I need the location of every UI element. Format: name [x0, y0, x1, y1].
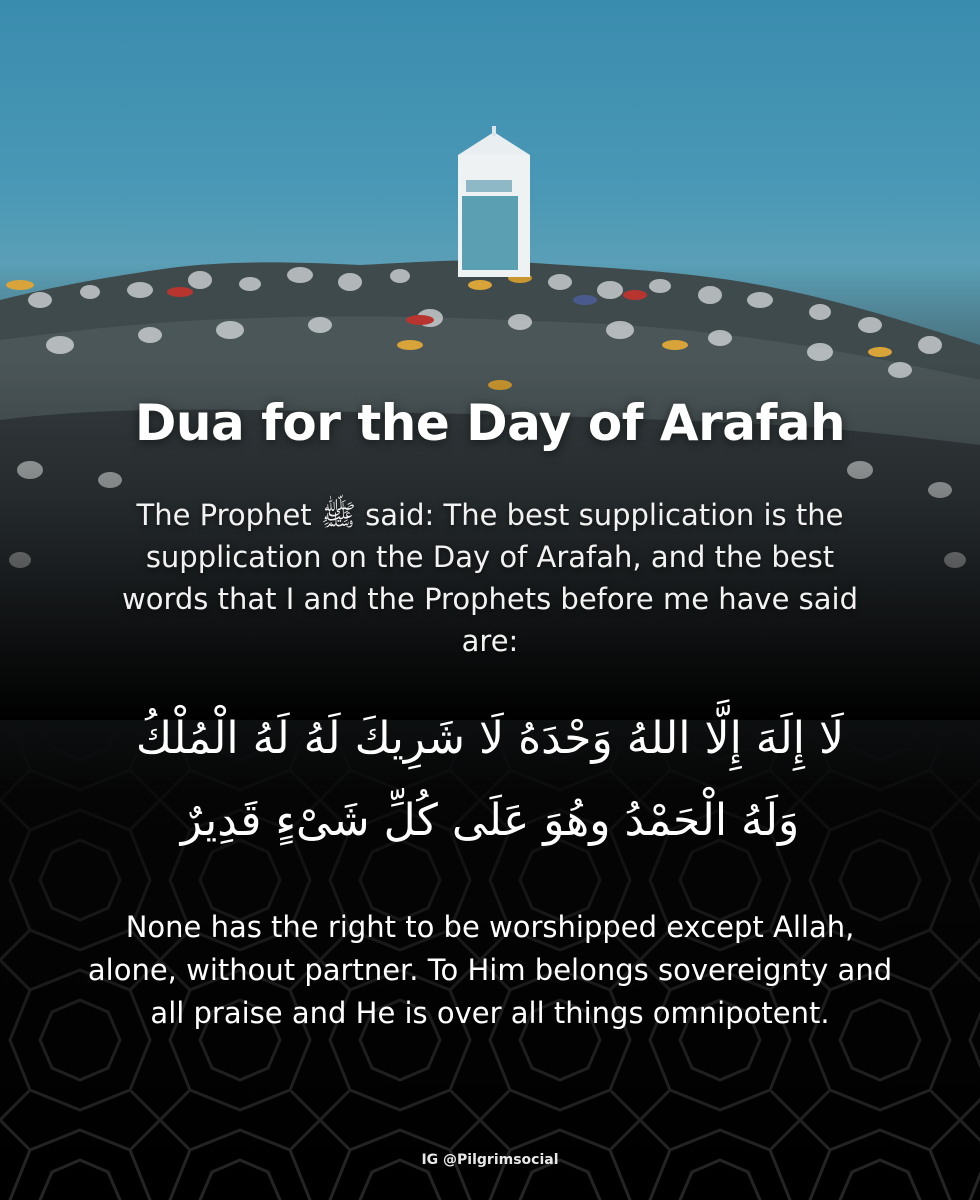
arabic-dua — [60, 698, 920, 862]
arabic-dua-line-2: وَلَهُ الْحَمْدُ وهُوَ عَلَى كُلِّ شَىْءٍ قَدِيرٌ — [180, 795, 800, 846]
page-title: Dua for the Day of Arafah — [134, 394, 846, 452]
arabic-dua-line-1: لَا إِلَهَ إِلَّا اللهُ وَحْدَهُ لَا شَرِيكَ لَهُ لَهُ الْمُلْكُ — [135, 713, 845, 764]
monument-pillar — [458, 126, 530, 277]
dua-translation: None has the right to be worshipped except Allah, alone, without partner. To Him belongs sovereignty and all praise and He is over all things omnipotent. — [87, 910, 893, 1030]
hadith-intro-text: The Prophet ﷺ said: The best supplication is the supplication on the Day of Arafah, and the best words that I and the Prophets before me have said are: — [122, 498, 858, 658]
instagram-handle: IG @Pilgrimsocial — [421, 1152, 559, 1168]
